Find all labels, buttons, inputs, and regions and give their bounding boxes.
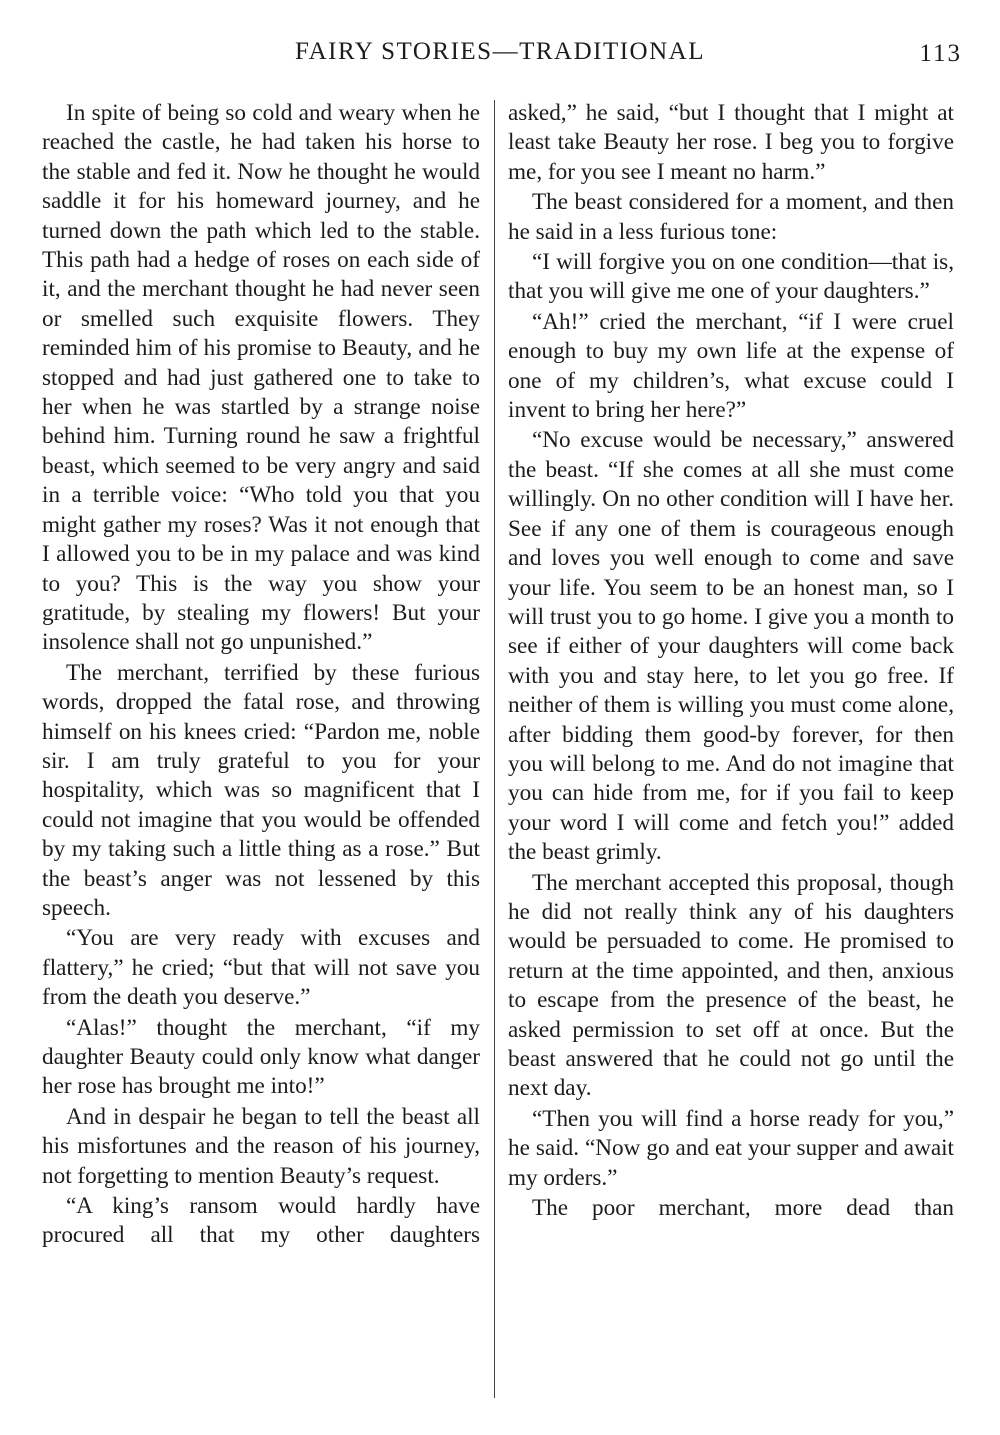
left-column bbox=[42, 99, 480, 1404]
paragraph: “A king’s ransom would hardly have procured all that my other daughters bbox=[42, 1193, 480, 1249]
page-number: 113 bbox=[919, 40, 962, 67]
paragraph: The merchant accepted this proposal, though he did not really think any of his daughters would be persuaded to come. He promised to return at the time appointed, and then, anxious to escape from the presence of the beast, he asked permission to set off at once. But the beast answered that he could not go until the next day. bbox=[508, 869, 954, 1102]
paragraph: “Ah!” cried the merchant, “if I were cruel enough to buy my own life at the expense of one of my children’s, what excuse could I invent to bring her here?” bbox=[508, 308, 954, 424]
paragraph: And in despair he began to tell the beast all his misfortunes and the reason of his journey, not forgetting to mention Beauty’s request. bbox=[42, 1103, 480, 1189]
paragraph: “I will forgive you on one condition—that is, that you will give me one of your daughters.” bbox=[508, 249, 954, 305]
paragraph: asked,” he said, “but I thought that I might at least take Beauty her rose. I beg you to forgive me, for you see I meant no harm.” bbox=[508, 100, 954, 185]
page-title: FAIRY STORIES—TRADITIONAL bbox=[295, 38, 705, 65]
right-column bbox=[508, 99, 954, 1404]
paragraph: “You are very ready with excuses and flattery,” he cried; “but that will not save you from the death you deserve.” bbox=[42, 925, 480, 1011]
column-divider bbox=[494, 100, 495, 1398]
paragraph: “Then you will find a horse ready for you,” he said. “Now go and eat your supper and await my orders.” bbox=[508, 1105, 954, 1191]
paragraph: In spite of being so cold and weary when he reached the castle, he had taken his horse to the stable and fed it. Now he thought he would saddle it for his homeward journey, and he turned down the path which led to the stable. This path had a hedge of roses on each side of it, and the merchant thought he had never seen or smelled such exquisite flowers. They reminded him of his promise to Beauty, and he stopped and had just gathered one to take to her when he was startled by a strange noise behind him. Turning round he saw a frightful beast, which seemed to be very angry and said in a terrible voice: “Who told you that you might gather my roses? Was it not enough that I allowed you to be in my palace and was kind to you? This is the way you show your gratitude, by stealing my flowers! But your insolence shall not go unpunished.” bbox=[42, 100, 480, 656]
paragraph: “Alas!” thought the merchant, “if my daughter Beauty could only know what danger her rose has brought me into!” bbox=[42, 1014, 480, 1100]
paragraph: The merchant, terrified by these furious words, dropped the fatal rose, and throwing himself on his knees cried: “Pardon me, noble sir. I am truly grateful to you for your hospitality, which was so magnificent that I could not imagine that you would be offended by my taking such a little thing as a rose.” But the beast’s anger was not lessened by this speech. bbox=[42, 659, 480, 921]
running-header bbox=[0, 38, 1000, 78]
paragraph: The poor merchant, more dead than bbox=[532, 1195, 954, 1222]
paragraph: “No excuse would be necessary,” answered the beast. “If she comes at all she must come willingly. On no other condition will I have her. See if any one of them is courageous enough and loves you well enough to come and save your life. You seem to be an honest man, so I will trust you to go home. I give you a month to see if either of your daughters will come back with you and stay here, to let you go free. If neither of them is willing you must come alone, after bidding them good-by forever, for then you will belong to me. And do not imagine that you can hide from me, for if you fail to keep your word I will come and fetch you!” added the beast grimly. bbox=[508, 427, 954, 866]
paragraph: The beast considered for a moment, and then he said in a less furious tone: bbox=[508, 189, 954, 245]
